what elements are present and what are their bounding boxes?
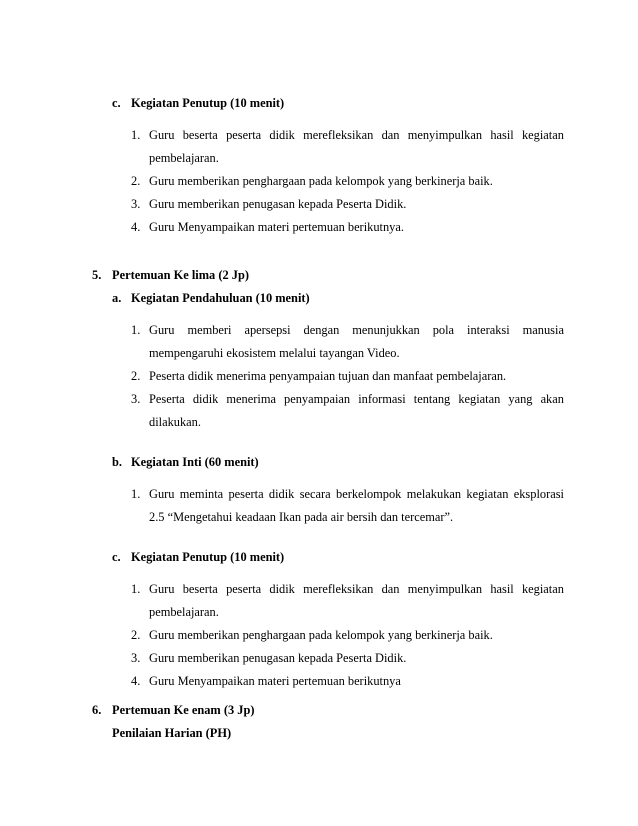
- list-number: 4.: [131, 220, 141, 234]
- list-number: 1.: [131, 128, 141, 142]
- word: peserta: [226, 128, 262, 142]
- word: menunjukkan: [352, 323, 420, 337]
- word: informasi: [358, 392, 406, 406]
- list-item-continuation: pembelajaran.: [149, 605, 219, 619]
- word: akan: [540, 392, 564, 406]
- word: menyimpulkan: [407, 128, 483, 142]
- word: Guru: [149, 487, 175, 501]
- word: secara: [299, 487, 331, 501]
- word: memberi: [187, 323, 232, 337]
- list-item-text: Guru memberikan penugasan kepada Peserta Didik.: [149, 651, 407, 665]
- word: dengan: [303, 323, 340, 337]
- list-item-continuation: dilakukan.: [149, 415, 201, 429]
- section-heading: Kegiatan Penutup (10 menit): [131, 550, 285, 564]
- word: beserta: [182, 128, 218, 142]
- meeting-heading: Pertemuan Ke enam (3 Jp): [112, 703, 255, 717]
- word: merefleksikan: [303, 128, 374, 142]
- list-number: 4.: [131, 674, 141, 688]
- word: hasil: [490, 128, 514, 142]
- word: merefleksikan: [303, 582, 374, 596]
- word: meminta: [179, 487, 224, 501]
- word: Guru: [149, 128, 175, 142]
- word: menyimpulkan: [407, 582, 483, 596]
- justified-line: [149, 128, 564, 143]
- section-marker: a.: [112, 291, 122, 305]
- word: apersepsi: [244, 323, 291, 337]
- word: didik: [269, 582, 295, 596]
- list-number: 1.: [131, 323, 141, 337]
- meeting-number: 5.: [92, 268, 102, 282]
- word: kegiatan: [521, 128, 564, 142]
- list-item-text: Guru memberikan penugasan kepada Peserta Didik.: [149, 197, 407, 211]
- list-item-continuation: 2.5 “Mengetahui keadaan Ikan pada air bersih dan tercemar”.: [149, 510, 454, 524]
- word: berkelompok: [336, 487, 402, 501]
- section-heading: Kegiatan Pendahuluan (10 menit): [131, 291, 310, 305]
- word: menerima: [226, 392, 276, 406]
- meeting-subheading: Penilaian Harian (PH): [112, 726, 232, 740]
- list-number: 3.: [131, 392, 141, 406]
- word: melakukan: [406, 487, 462, 501]
- meeting-heading: Pertemuan Ke lima (2 Jp): [112, 268, 249, 282]
- word: kegiatan: [521, 582, 564, 596]
- list-number: 2.: [131, 628, 141, 642]
- word: didik: [268, 487, 295, 501]
- section-heading: Kegiatan Penutup (10 menit): [131, 96, 285, 110]
- list-number: 1.: [131, 487, 141, 501]
- list-item-text: Guru Menyampaikan materi pertemuan berikutnya.: [149, 220, 404, 234]
- justified-line: [149, 582, 564, 597]
- list-item-continuation: mempengaruhi ekosistem melalui tayangan Video.: [149, 346, 400, 360]
- list-number: 2.: [131, 174, 141, 188]
- word: pola: [432, 323, 455, 337]
- word: dan: [381, 582, 400, 596]
- list-item-text: Guru Menyampaikan materi pertemuan berikutnya: [149, 674, 401, 688]
- justified-line: [149, 392, 564, 407]
- word: didik: [192, 392, 219, 406]
- word: didik: [269, 128, 295, 142]
- list-number: 3.: [131, 651, 141, 665]
- word: dan: [381, 128, 400, 142]
- word: tentang: [413, 392, 451, 406]
- list-item-text: Guru memberikan penghargaan pada kelompok yang berkinerja baik.: [149, 628, 493, 642]
- word: peserta: [228, 487, 264, 501]
- word: hasil: [490, 582, 514, 596]
- section-heading: Kegiatan Inti (60 menit): [131, 455, 259, 469]
- word: eksplorasi: [513, 487, 564, 501]
- list-number: 3.: [131, 197, 141, 211]
- section-marker: c.: [112, 96, 121, 110]
- list-item-text: Guru memberikan penghargaan pada kelompok yang berkinerja baik.: [149, 174, 493, 188]
- list-item-continuation: pembelajaran.: [149, 151, 219, 165]
- word: beserta: [182, 582, 218, 596]
- word: Guru: [149, 582, 175, 596]
- list-number: 1.: [131, 582, 141, 596]
- word: yang: [508, 392, 533, 406]
- word: kegiatan: [466, 487, 509, 501]
- word: Peserta: [149, 392, 185, 406]
- meeting-number: 6.: [92, 703, 102, 717]
- word: penyampaian: [284, 392, 351, 406]
- word: interaksi: [467, 323, 510, 337]
- justified-line: [149, 323, 564, 338]
- word: manusia: [522, 323, 564, 337]
- word: kegiatan: [458, 392, 501, 406]
- word: peserta: [226, 582, 262, 596]
- word: Guru: [149, 323, 175, 337]
- section-marker: b.: [112, 455, 122, 469]
- section-marker: c.: [112, 550, 121, 564]
- justified-line: [149, 487, 564, 502]
- list-number: 2.: [131, 369, 141, 383]
- list-item-text: Peserta didik menerima penyampaian tujuan dan manfaat pembelajaran.: [149, 369, 507, 383]
